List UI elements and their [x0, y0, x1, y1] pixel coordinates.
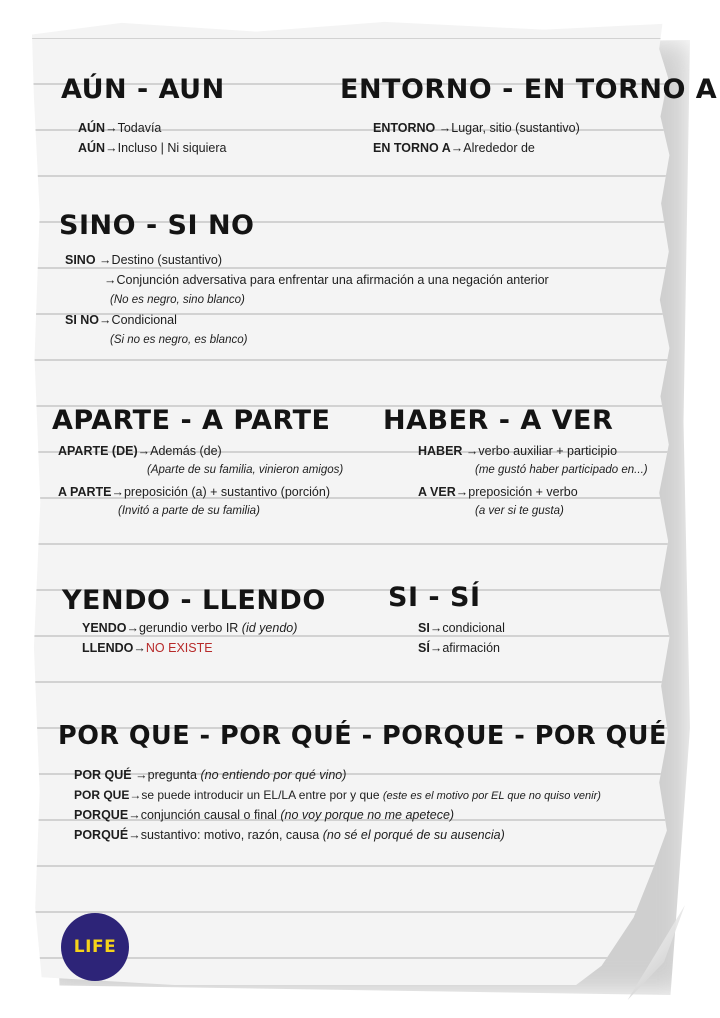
aparte-example-1: (Aparte de su familia, vinieron amigos)	[147, 464, 344, 476]
example: (id yendo)	[241, 621, 298, 635]
definition: Conjunción adversativa para enfrentar una afirmación a una negación anterior	[116, 273, 549, 287]
definition: condicional	[442, 621, 505, 635]
term: HABER	[418, 444, 466, 458]
aparte-line-1	[58, 444, 222, 458]
title-yendo: YENDO - LLENDO	[62, 585, 326, 616]
term: SI NO	[65, 313, 100, 327]
warning-text: NO EXISTE	[145, 641, 213, 655]
title-haber: HABER - A VER	[383, 405, 614, 436]
haber-line-1	[418, 444, 617, 458]
title-porque: POR QUE - POR QUÉ - PORQUE - POR QUÉ	[58, 721, 667, 751]
porque-line-3	[74, 808, 454, 822]
haber-example-1: (me gustó haber participado en...)	[475, 464, 648, 476]
sino-line-2	[104, 273, 549, 287]
arrow-icon: →	[133, 641, 146, 655]
aun-line-2	[78, 141, 226, 155]
arrow-icon: →	[135, 768, 148, 782]
example: (no entiendo por qué vino)	[200, 768, 347, 782]
definition: sustantivo: motivo, razón, causa	[140, 828, 323, 842]
term: SINO	[65, 253, 100, 267]
definition: Condicional	[111, 313, 177, 327]
definition: verbo auxiliar + participio	[478, 444, 618, 458]
porque-line-1	[74, 768, 346, 782]
definition: gerundio verbo IR	[138, 621, 242, 635]
definition: se puede introducir un EL/LA entre por y que	[141, 788, 383, 802]
arrow-icon: →	[99, 253, 112, 267]
arrow-icon: →	[450, 141, 464, 155]
aun-line-1	[78, 121, 161, 135]
title-aun: AÚN - AUN	[61, 74, 225, 105]
arrow-icon: →	[128, 808, 141, 822]
term: AÚN	[78, 121, 106, 135]
definition: preposición + verbo	[468, 485, 578, 499]
entorno-line-2	[373, 141, 535, 155]
definition: preposición (a) + sustantivo (porción)	[123, 485, 330, 499]
definition: Incluso | Ni siquiera	[117, 141, 227, 155]
arrow-icon: →	[104, 273, 117, 287]
entorno-line-1	[373, 121, 580, 135]
haber-example-2: (a ver si te gusta)	[475, 505, 564, 517]
title-entorno: ENTORNO - EN TORNO A	[340, 74, 718, 105]
life-logo	[61, 913, 129, 981]
yendo-line-1	[82, 621, 297, 635]
definition: pregunta	[147, 768, 201, 782]
title-sino: SINO - SI NO	[59, 210, 255, 241]
term: A PARTE	[58, 485, 112, 499]
sino-example-1: (No es negro, sino blanco)	[110, 294, 245, 306]
aparte-line-3	[58, 485, 330, 499]
example: (este es el motivo por EL que no quiso venir)	[382, 790, 601, 802]
arrow-icon: →	[438, 121, 452, 135]
term: PORQUE	[74, 808, 129, 822]
definition: Alrededor de	[463, 141, 535, 155]
title-si: SI - SÍ	[388, 582, 481, 613]
term: A VER	[418, 485, 456, 499]
porque-line-2	[74, 788, 601, 802]
arrow-icon: →	[429, 621, 443, 635]
si-line-1	[418, 621, 505, 635]
sino-line-1	[65, 253, 222, 267]
term: ENTORNO	[373, 121, 439, 135]
definition: Todavía	[117, 121, 162, 135]
arrow-icon: →	[99, 313, 112, 327]
definition: afirmación	[442, 641, 500, 655]
arrow-icon: →	[105, 121, 118, 135]
aparte-example-2: (Invitó a parte de su familia)	[118, 505, 260, 517]
arrow-icon: →	[137, 444, 151, 458]
si-line-2	[418, 641, 500, 655]
term: SI	[418, 621, 430, 635]
arrow-icon: →	[465, 444, 479, 458]
arrow-icon: →	[126, 621, 139, 635]
sino-line-4	[65, 313, 177, 327]
term: POR QUE	[74, 788, 130, 802]
arrow-icon: →	[105, 141, 118, 155]
term: LLENDO	[82, 641, 134, 655]
term: PORQUÉ	[74, 828, 129, 842]
porque-line-4	[74, 828, 505, 842]
example: (no sé el porqué de su ausencia)	[322, 828, 505, 842]
term: AÚN	[78, 141, 106, 155]
logo-text: LIFE	[73, 937, 117, 957]
sino-example-2: (Si no es negro, es blanco)	[110, 334, 248, 346]
arrow-icon: →	[111, 485, 124, 499]
term: POR QUÉ	[74, 768, 136, 782]
arrow-icon: →	[429, 641, 443, 655]
title-aparte: APARTE - A PARTE	[52, 405, 331, 436]
arrow-icon: →	[455, 485, 469, 499]
term: APARTE (DE)	[58, 444, 138, 458]
definition: conjunción causal o final	[140, 808, 281, 822]
definition: Además (de)	[150, 444, 222, 458]
arrow-icon: →	[128, 828, 141, 842]
term: SÍ	[418, 641, 430, 655]
example: (no voy porque no me apetece)	[280, 808, 455, 822]
definition: Lugar, sitio (sustantivo)	[451, 121, 580, 135]
definition: Destino (sustantivo)	[111, 253, 223, 267]
arrow-icon: →	[129, 788, 142, 802]
term: EN TORNO A	[373, 141, 451, 155]
term: YENDO	[82, 621, 127, 635]
yendo-line-2	[82, 641, 213, 655]
haber-line-3	[418, 485, 578, 499]
